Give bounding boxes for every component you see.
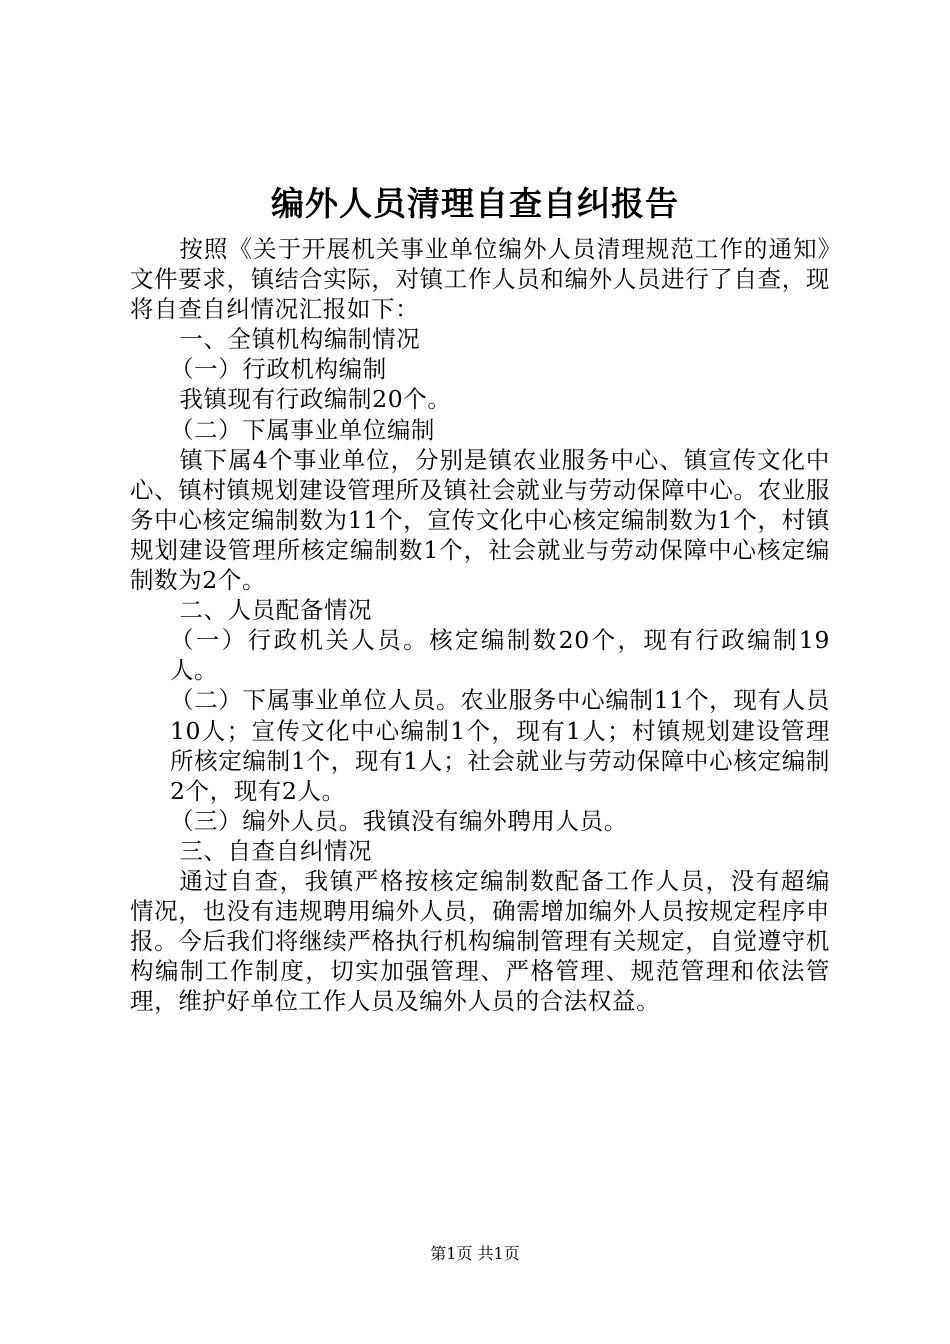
paragraph-admin-quota: 我镇现有行政编制20个。 [179, 385, 452, 414]
paragraph-conclusion: 通过自查，我镇严格按核定编制数配备工作人员，没有超编情况，也没有违规聘用编外人员，确需增加编外人员按规定程序申报。今后我们将继续严格执行机构编制管理有关规定，自觉遵守机构编制工作制度，切实加强管理、严格管理、规范管理和依法管理，维护好单位工作人员及编外人员的合法权益。 [130, 866, 830, 1016]
section-heading-1: 一、全镇机构编制情况 [179, 325, 421, 354]
paragraph-admin-staff: （一）行政机关人员。核定编制数20个，现有行政编制19人。 [169, 626, 830, 685]
section-heading-3: 三、自查自纠情况 [179, 836, 373, 865]
section-heading-2: 二、人员配备情况 [179, 596, 373, 625]
paragraph-institution-staff: （二）下属事业单位人员。农业服务中心编制11个，现有人员10人；宣传文化中心编制1个，现有1人；村镇规划建设管理所核定编制1个，现有1人；社会就业与劳动保障中心核定编制2个，现有2人。 [169, 686, 830, 805]
subsection-heading-1-2: （二）下属事业单位编制 [169, 415, 436, 444]
paragraph-intro: 按照《关于开展机关事业单位编外人员清理规范工作的通知》文件要求，镇结合实际，对镇工作人员和编外人员进行了自查，现将自查自纠情况汇报如下： [130, 235, 830, 324]
document-title: 编外人员清理自查自纠报告 [271, 184, 679, 223]
paragraph-institution-quota: 镇下属4个事业单位，分别是镇农业服务中心、镇宣传文化中心、镇村镇规划建设管理所及镇社会就业与劳动保障中心。农业服务中心核定编制数为11个，宣传文化中心核定编制数为1个，村镇规划建设管理所核定编制数1个，社会就业与劳动保障中心核定编制数为2个。 [130, 445, 830, 595]
subsection-heading-1-1: （一）行政机构编制 [169, 355, 387, 384]
paragraph-extra-staff: （三）编外人员。我镇没有编外聘用人员。 [169, 806, 628, 835]
document-body [130, 234, 830, 1016]
page-number-footer: 第1页 共1页 [430, 1244, 520, 1263]
